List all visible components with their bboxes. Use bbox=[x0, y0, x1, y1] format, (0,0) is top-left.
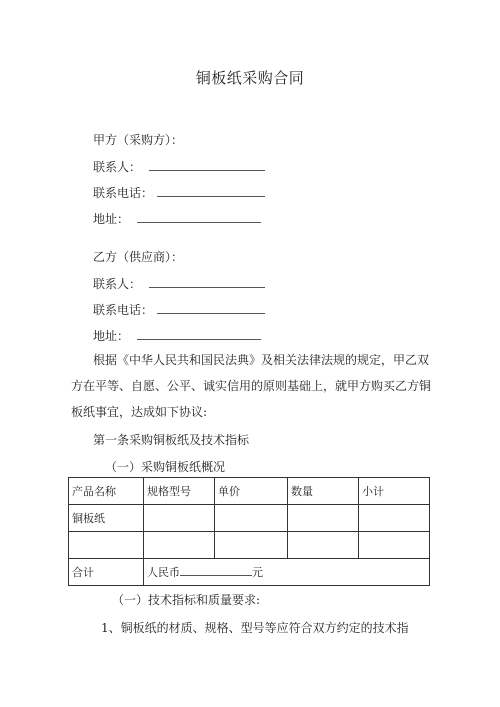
party-b-heading: 乙方（供应商）： bbox=[93, 250, 184, 264]
cell-spec[interactable] bbox=[144, 505, 215, 532]
total-label: 合计 bbox=[69, 559, 144, 586]
party-a-phone-row bbox=[93, 184, 265, 201]
party-b-contact-label: 联系人： bbox=[93, 277, 142, 291]
party-b-phone-row bbox=[93, 301, 265, 318]
party-b-contact-field[interactable] bbox=[149, 275, 265, 288]
party-a-contact-label: 联系人： bbox=[93, 160, 142, 174]
product-table bbox=[68, 477, 430, 586]
party-b-address-label: 地址： bbox=[93, 329, 130, 343]
header-product-name: 产品名称 bbox=[69, 478, 144, 505]
intro-text: 根据《中华人民共和国民法典》及相关法律法规的规定，甲乙双方在平等、自愿、公平、诚实信用的原则基础上，就甲方购买乙方铜板纸事宜，达成如下协议: bbox=[71, 353, 432, 419]
header-subtotal: 小计 bbox=[359, 478, 430, 505]
party-b-address-field[interactable] bbox=[137, 327, 261, 340]
clause-1-text: 1、铜板纸的材质、规格、型号等应符合双方约定的技术指 bbox=[101, 621, 409, 635]
party-b-contact-row bbox=[93, 275, 265, 292]
party-a-address-row bbox=[93, 210, 261, 227]
party-a-address-field[interactable] bbox=[137, 210, 261, 223]
party-a-contact-row bbox=[93, 158, 265, 175]
party-a-phone-field[interactable] bbox=[157, 184, 265, 197]
party-b-phone-label: 联系电话： bbox=[93, 303, 154, 317]
table-row bbox=[69, 505, 430, 532]
cell-subtotal[interactable] bbox=[359, 505, 430, 532]
table-header-row bbox=[69, 478, 430, 505]
header-spec-model: 规格型号 bbox=[144, 478, 215, 505]
total-suffix: 元 bbox=[252, 566, 263, 579]
party-a-phone-label: 联系电话： bbox=[93, 186, 154, 200]
cell-price[interactable] bbox=[215, 532, 288, 559]
cell-product[interactable] bbox=[69, 532, 144, 559]
cell-spec[interactable] bbox=[144, 532, 215, 559]
party-a-contact-field[interactable] bbox=[149, 158, 265, 171]
total-prefix: 人民币 bbox=[147, 566, 180, 579]
total-amount-field[interactable] bbox=[180, 564, 252, 576]
party-a-heading: 甲方（采购方）： bbox=[93, 133, 184, 147]
section-2-heading: （一）技术指标和质量要求: bbox=[112, 593, 261, 607]
party-b-phone-field[interactable] bbox=[157, 301, 265, 314]
cell-qty[interactable] bbox=[288, 532, 359, 559]
intro-paragraph bbox=[71, 347, 431, 425]
header-unit-price: 单价 bbox=[215, 478, 288, 505]
cell-price[interactable] bbox=[215, 505, 288, 532]
party-b-address-row bbox=[93, 327, 261, 344]
header-quantity: 数量 bbox=[288, 478, 359, 505]
table-total-row bbox=[69, 559, 430, 586]
cell-subtotal[interactable] bbox=[359, 532, 430, 559]
section-1-heading: （一）采购铜板纸概况 bbox=[105, 460, 226, 474]
page-title: 铜板纸采购合同 bbox=[195, 69, 305, 87]
cell-product: 铜板纸 bbox=[69, 505, 144, 532]
total-amount-cell bbox=[144, 559, 430, 586]
cell-qty[interactable] bbox=[288, 505, 359, 532]
article-1-heading: 第一条采购铜板纸及技术指标 bbox=[93, 433, 250, 447]
party-a-address-label: 地址： bbox=[93, 212, 130, 226]
table-row bbox=[69, 532, 430, 559]
